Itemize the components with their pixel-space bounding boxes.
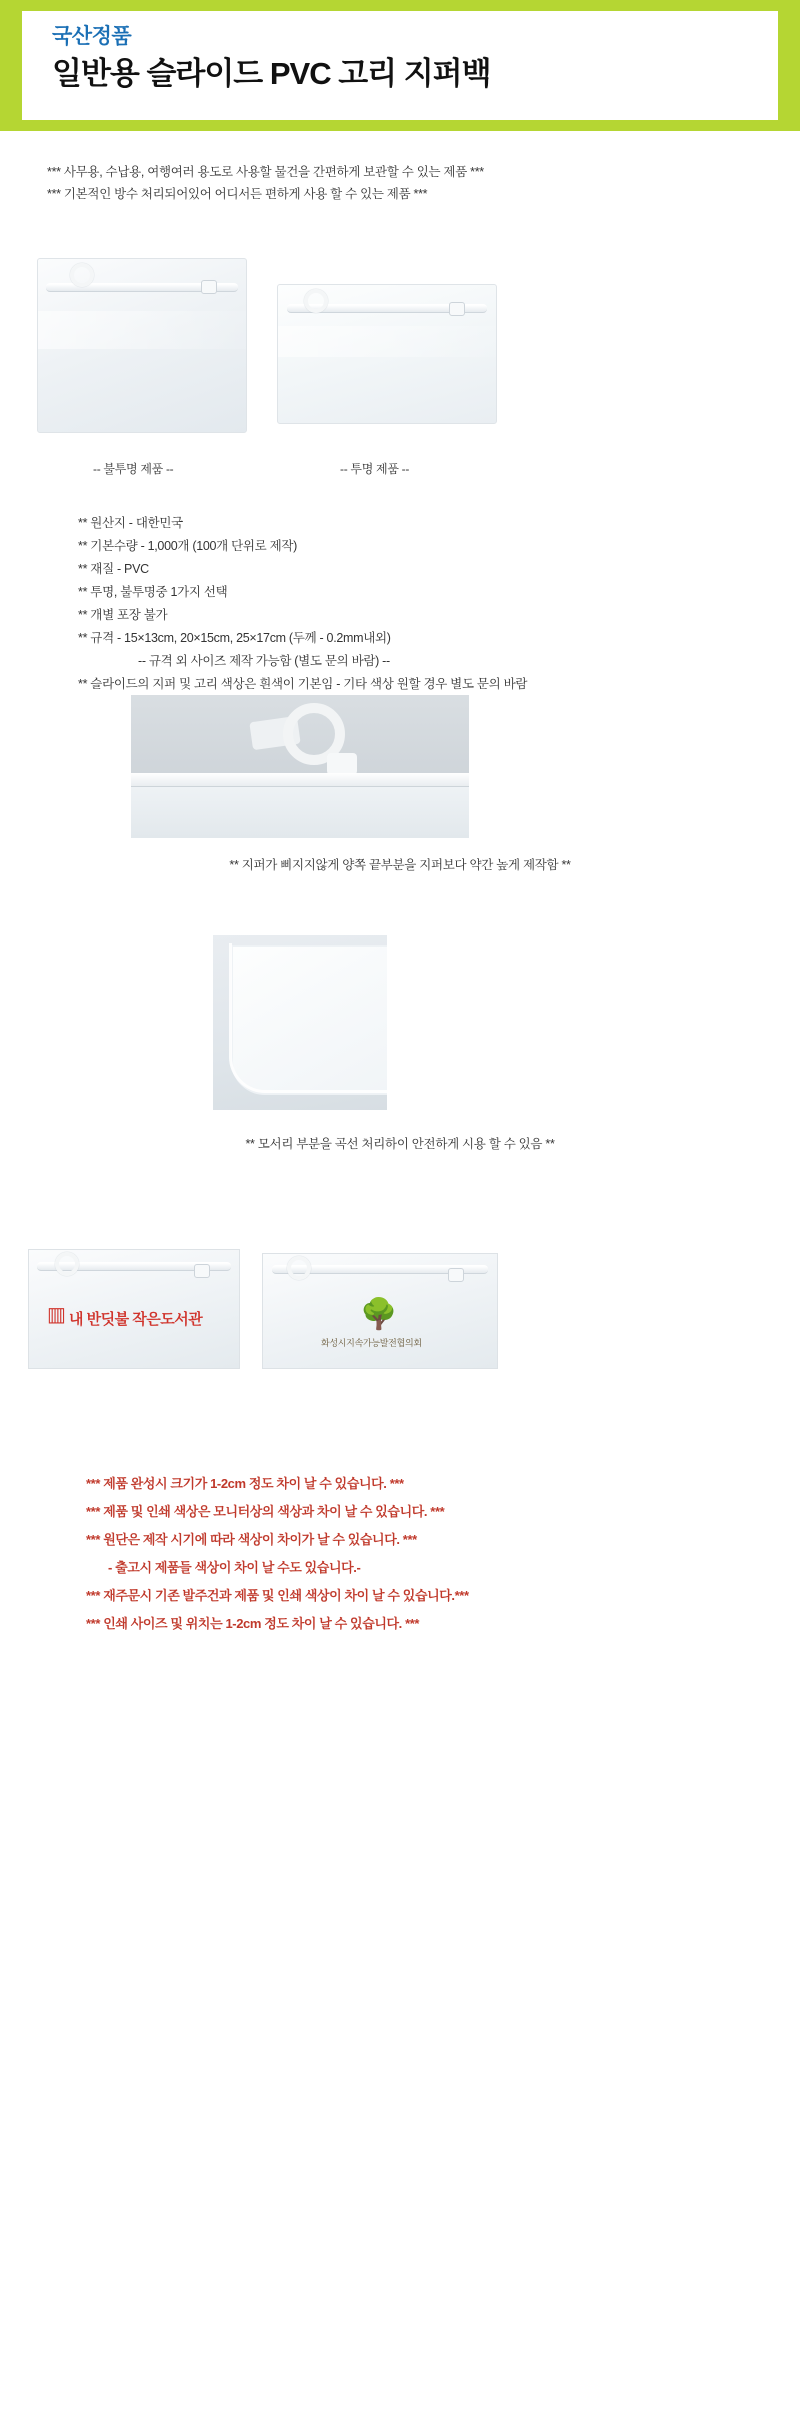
zipper-slider [327, 753, 357, 775]
caption-clear: -- 투명 제품 -- [340, 462, 410, 476]
note-monitor-color: *** 제품 및 인쇄 색상은 모니터상의 색상과 차이 날 수 있습니다. *** [86, 1504, 445, 1519]
note-print-position: *** 인쇄 사이즈 및 위치는 1-2cm 정도 차이 날 수 있습니다. *** [86, 1616, 420, 1631]
intro-line-1: *** 사무용, 수납용, 여행여러 용도로 사용할 물건을 간편하게 보관할 수 있는 제품 *** [47, 165, 484, 179]
header-band [0, 0, 800, 131]
ring-icon [70, 263, 94, 287]
bag-body [131, 787, 469, 838]
note-reorder-color: *** 재주문시 기존 발주건과 제품 및 인쇄 색상이 차이 날 수 있습니다.*** [86, 1588, 469, 1603]
note-size: *** 제품 완성시 크기가 1-2cm 정도 차이 날 수 있습니다. *** [86, 1476, 404, 1491]
product-photo-clear [277, 284, 497, 424]
ring-icon [55, 1252, 79, 1276]
detail-photo-corner [213, 935, 387, 1110]
caption-opaque: -- 불투명 제품 -- [93, 462, 174, 476]
spec-item-quantity: ** 기본수량 - 1,000개 (100개 단위로 제작) [78, 539, 298, 553]
spec-item-packaging: ** 개별 포장 불가 [78, 608, 168, 622]
zipper-slider [201, 280, 217, 294]
spec-item-custom-size: -- 규격 외 사이즈 제작 가능함 (별도 문의 바람) -- [138, 654, 390, 668]
photo-sheen [278, 326, 496, 356]
spec-list [78, 512, 738, 696]
zipper-slider [449, 302, 465, 316]
ring-icon [304, 289, 328, 313]
product-photo-row [0, 248, 800, 443]
printed-sample-left [28, 1249, 240, 1369]
intro-block [47, 161, 747, 205]
spec-item-origin: ** 원산지 - 대한민국 [78, 516, 183, 530]
zipper-slider [194, 1264, 210, 1278]
printed-sample-right [262, 1253, 498, 1369]
detail-photo-zipper [131, 695, 469, 838]
printed-sample-row [0, 1231, 800, 1376]
header-kicker: 국산정품 [52, 25, 132, 48]
caption-detail-corner: ** 모서리 부분을 곡선 처리하이 안전하게 시용 할 수 있음 ** [245, 1137, 555, 1151]
library-icon: ▥ [47, 1304, 66, 1326]
footer-notes [86, 1470, 746, 1638]
caption-detail-zipper: ** 지퍼가 삐지지않게 양쪽 끝부분을 지퍼보다 약간 높게 제작함 ** [229, 858, 571, 872]
page-title: 일반용 슬라이드 PVC 고리 지퍼백 [52, 56, 491, 92]
sample-right-print-text: 화성시지속가능발전협의회 [321, 1338, 422, 1348]
zipper-slider [448, 1268, 464, 1282]
product-photo-opaque [37, 258, 247, 433]
note-fabric-color: *** 원단은 제작 시기에 따라 색상이 차이가 날 수 있습니다. *** [86, 1532, 417, 1547]
zipper-strip [131, 773, 469, 787]
header-inner [22, 11, 778, 120]
bag-corner-edge [229, 943, 387, 1093]
spec-item-material: ** 재질 - PVC [78, 562, 149, 576]
ring-icon [287, 1256, 311, 1280]
spec-item-transparency: ** 투명, 불투명중 1가지 선택 [78, 585, 228, 599]
note-shipping-color: - 출고시 제품들 색상이 차이 날 수도 있습니다.- [108, 1560, 361, 1575]
spec-item-color: ** 슬라이드의 지퍼 및 고리 색상은 흰색이 기본임 - 기타 색상 원할 경우 별도 문의 바람 [78, 677, 528, 691]
tree-icon: 🌳 [360, 1298, 398, 1331]
photo-sheen [38, 311, 246, 349]
intro-line-2: *** 기본적인 방수 처리되어있어 어디서든 편하게 사용 할 수 있는 제품 *** [47, 187, 428, 201]
spec-item-size: ** 규격 - 15×13cm, 20×15cm, 25×17cm (두께 - 0.2mm내외) [78, 631, 391, 645]
sample-left-print-text: 내 반딧불 작은도서관 [69, 1311, 203, 1328]
